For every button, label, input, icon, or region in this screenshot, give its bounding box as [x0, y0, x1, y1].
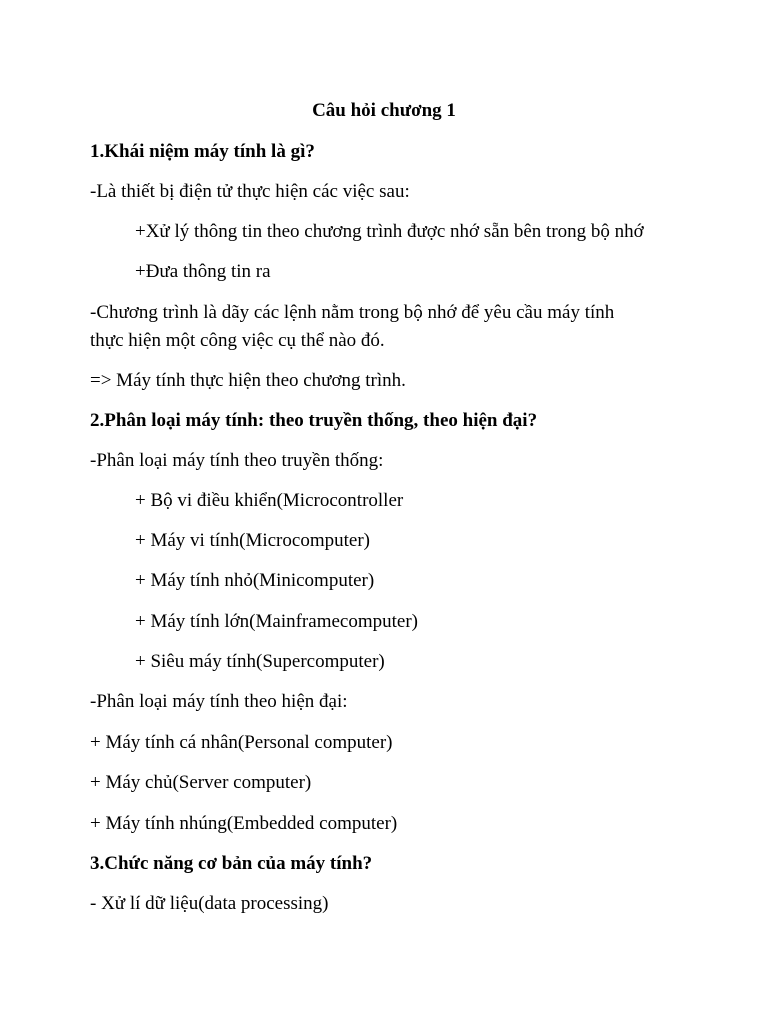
bullet-line: + Máy chủ(Server computer)	[90, 772, 312, 793]
bullet-line: +Xử lý thông tin theo chương trình được nhớ sẵn bên trong bộ nhớ	[135, 221, 644, 242]
paragraph-line: -Phân loại máy tính theo hiện đại:	[90, 691, 348, 712]
bullet-line: + Bộ vi điều khiển(Microcontroller	[135, 490, 404, 511]
paragraph-line: thực hiện một công việc cụ thể nào đó.	[90, 330, 385, 351]
question-3-heading: 3.Chức năng cơ bản của máy tính?	[90, 853, 373, 874]
paragraph-line: -Là thiết bị điện tử thực hiện các việc sau:	[90, 181, 410, 202]
question-2-heading: 2.Phân loại máy tính: theo truyền thống, theo hiện đại?	[90, 410, 538, 431]
bullet-line: + Siêu máy tính(Supercomputer)	[135, 651, 385, 672]
bullet-line: + Máy tính cá nhân(Personal computer)	[90, 732, 393, 753]
bullet-line: + Máy tính nhỏ(Minicomputer)	[135, 570, 375, 591]
paragraph-line: => Máy tính thực hiện theo chương trình.	[90, 370, 406, 391]
bullet-line: + Máy tính nhúng(Embedded computer)	[90, 813, 398, 834]
paragraph-line: -Phân loại máy tính theo truyền thống:	[90, 450, 384, 471]
bullet-line: + Máy tính lớn(Mainframecomputer)	[135, 611, 418, 632]
paragraph-line: - Xử lí dữ liệu(data processing)	[90, 893, 329, 914]
bullet-line: +Đưa thông tin ra	[135, 261, 271, 282]
document-title: Câu hỏi chương 1	[312, 100, 456, 121]
paragraph-line: -Chương trình là dãy các lệnh nằm trong bộ nhớ để yêu cầu máy tính	[90, 302, 615, 323]
bullet-line: + Máy vi tính(Microcomputer)	[135, 530, 370, 551]
question-1-heading: 1.Khái niệm máy tính là gì?	[90, 141, 315, 162]
